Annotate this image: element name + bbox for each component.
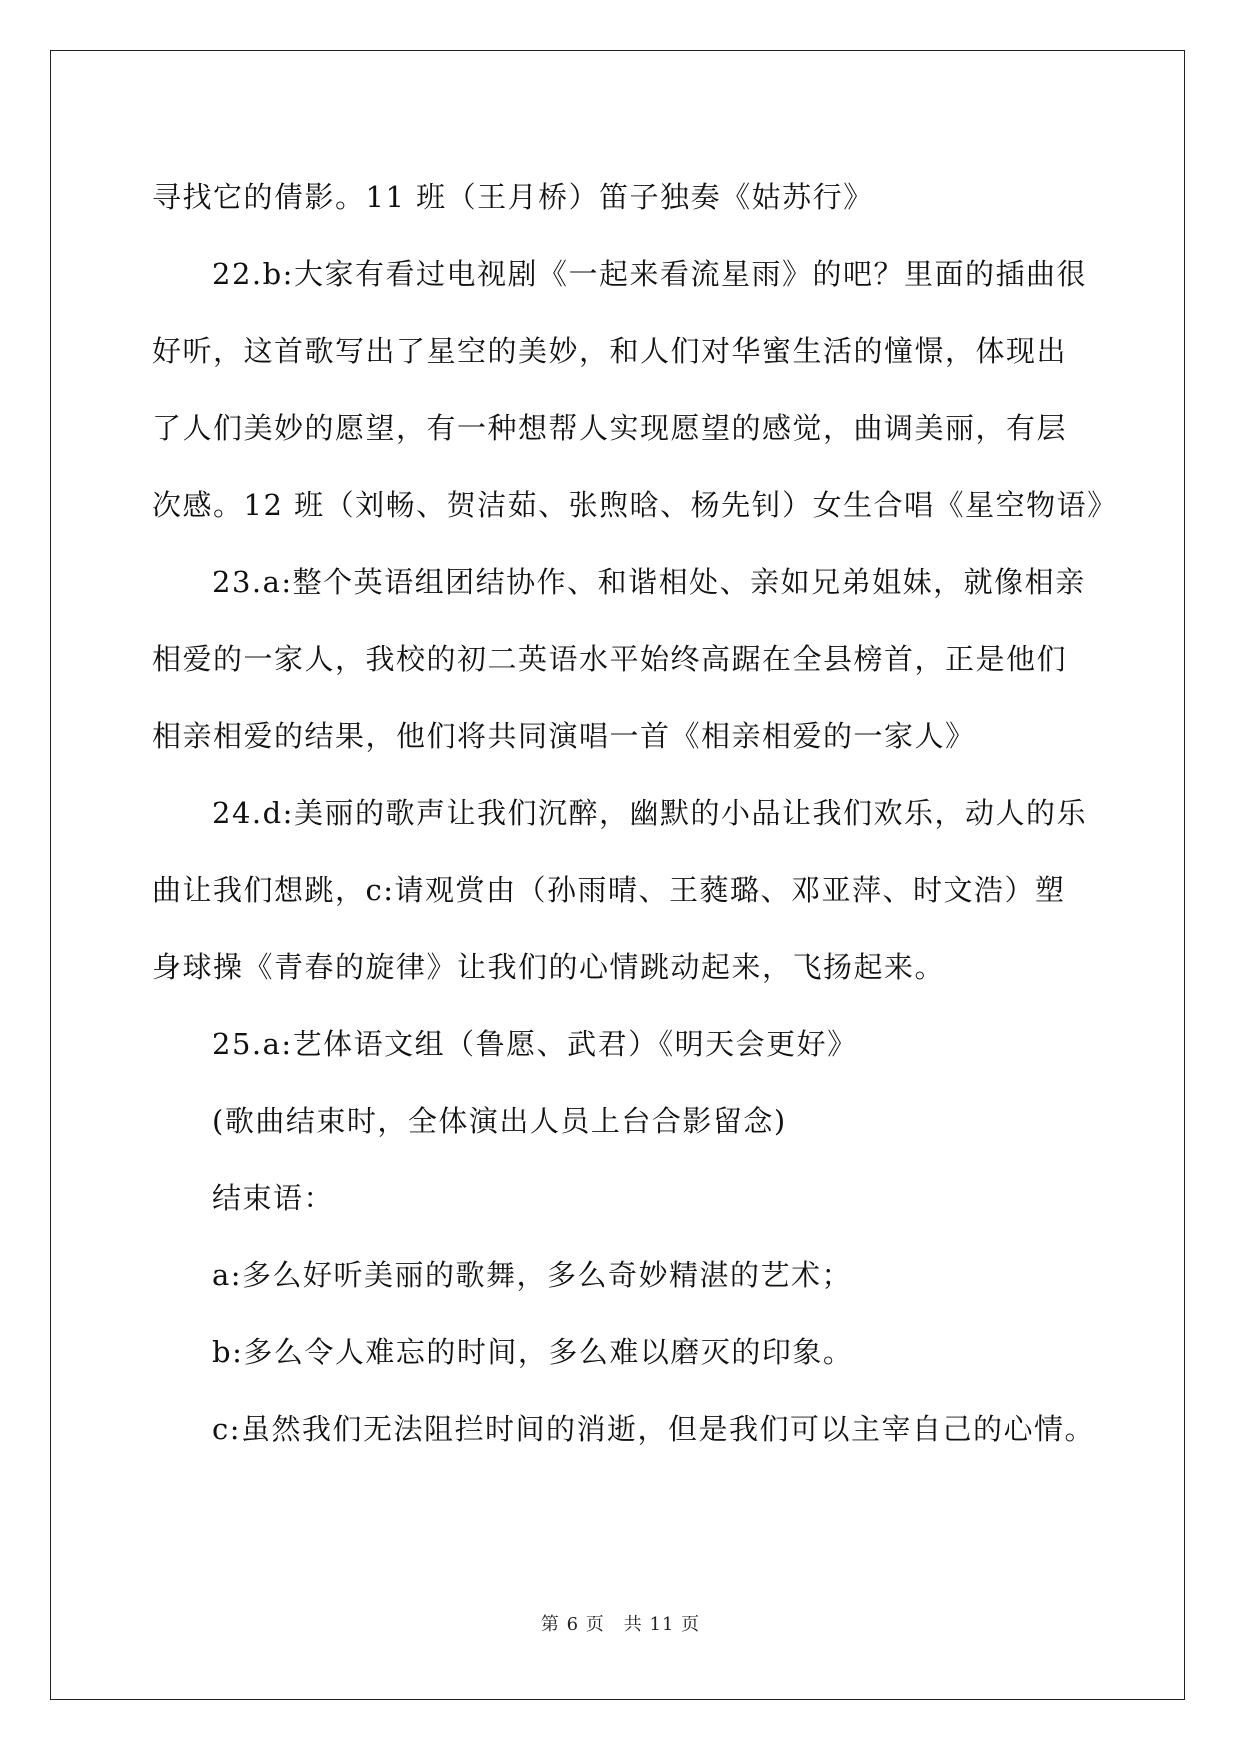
text-line: 22.b:大家有看过电视剧《一起来看流星雨》的吧？里面的插曲很 xyxy=(212,257,1087,291)
text-line: 24.d:美丽的歌声让我们沉醉，幽默的小品让我们欢乐，动人的乐 xyxy=(212,796,1087,830)
text-line: 好听，这首歌写出了星空的美妙，和人们对华蜜生活的憧憬，体现出 xyxy=(152,334,1068,368)
text-line: 相爱的一家人，我校的初二英语水平始终高踞在全县榜首，正是他们 xyxy=(152,642,1068,676)
text-line: c:虽然我们无法阻拦时间的消逝，但是我们可以主宰自己的心情。 xyxy=(212,1412,1096,1446)
text-line: a:多么好听美丽的歌舞，多么奇妙精湛的艺术； xyxy=(212,1258,853,1292)
text-line: (歌曲结束时，全体演出人员上台合影留念) xyxy=(212,1104,787,1138)
text-line: 寻找它的倩影。11 班（王月桥）笛子独奏《姑苏行》 xyxy=(152,180,874,214)
text-line: 相亲相爱的结果，他们将共同演唱一首《相亲相爱的一家人》 xyxy=(152,719,976,753)
text-line: b:多么令人难忘的时间，多么难以磨灭的印象。 xyxy=(212,1335,854,1369)
text-line: 25.a:艺体语文组（鲁愿、武君）《明天会更好》 xyxy=(212,1027,858,1061)
page-number-footer: 第 6 页 共 11 页 xyxy=(540,1614,701,1635)
text-line: 曲让我们想跳，c:请观赏由（孙雨晴、王蕤璐、邓亚萍、时文浩）塑 xyxy=(152,873,1066,907)
text-line: 次感。12 班（刘畅、贺洁茹、张煦晗、杨先钊）女生合唱《星空物语》 xyxy=(152,488,1118,522)
text-line: 23.a:整个英语组团结协作、和谐相处、亲如兄弟姐妹，就像相亲 xyxy=(212,565,1086,599)
text-line: 身球操《青春的旋律》让我们的心情跳动起来，飞扬起来。 xyxy=(152,950,946,984)
text-line: 了人们美妙的愿望，有一种想帮人实现愿望的感觉，曲调美丽，有层 xyxy=(152,411,1068,445)
text-line: 结束语： xyxy=(212,1181,335,1215)
document-body xyxy=(152,159,1118,1468)
